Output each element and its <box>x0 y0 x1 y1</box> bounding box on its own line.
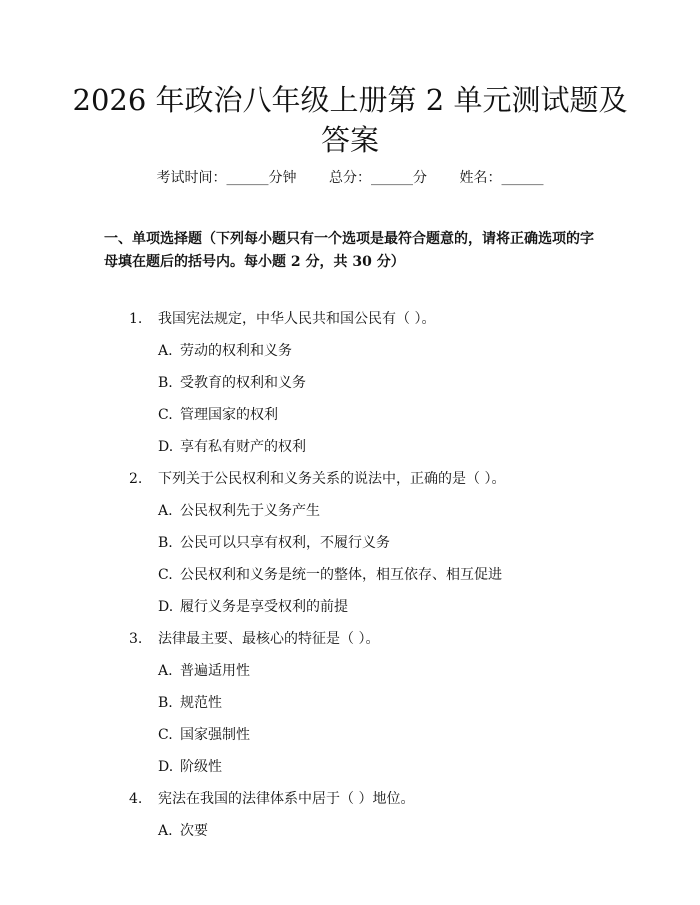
question-3 <box>129 629 379 649</box>
exam-meta <box>0 168 700 188</box>
section-heading: 一、单项选择题（下列每小题只有一个选项是最符合题意的，请将正确选项的字母填在题后的括号内。每小题 2 分，共 30 分） <box>104 231 594 270</box>
option-letter: D. <box>158 759 174 775</box>
total-score-label: 总分：______分 <box>329 170 427 186</box>
option-letter: D. <box>158 599 174 615</box>
option-text: 公民权利和义务是统一的整体，相互依存、相互促进 <box>180 567 502 583</box>
option-text: 次要 <box>180 823 208 839</box>
question-1 <box>129 309 435 329</box>
option-letter: C. <box>158 567 173 583</box>
option-1a <box>158 341 292 361</box>
question-number: 4. <box>129 791 143 807</box>
option-text: 普遍适用性 <box>180 663 250 679</box>
option-text: 受教育的权利和义务 <box>180 375 306 391</box>
option-letter: D. <box>158 439 174 455</box>
option-1b <box>158 373 306 393</box>
student-name-label: 姓名：______ <box>459 170 544 186</box>
exam-time-label: 考试时间：______分钟 <box>156 170 297 186</box>
option-4a <box>158 821 208 841</box>
option-3b <box>158 693 222 713</box>
question-text: 法律最主要、最核心的特征是（ ）。 <box>158 631 380 647</box>
option-text: 享有私有财产的权利 <box>180 439 306 455</box>
question-2 <box>129 469 505 489</box>
option-letter: C. <box>158 727 173 743</box>
question-text: 宪法在我国的法律体系中居于（ ）地位。 <box>158 791 415 807</box>
option-text: 履行义务是享受权利的前提 <box>180 599 348 615</box>
option-text: 阶级性 <box>180 759 222 775</box>
option-1d <box>158 437 306 457</box>
option-letter: A. <box>158 343 173 359</box>
question-number: 1. <box>129 311 143 327</box>
page-title: 2026 年政治八年级上册第 2 单元测试题及答案 <box>72 83 628 157</box>
option-3c <box>158 725 250 745</box>
question-text: 下列关于公民权利和义务关系的说法中，正确的是（ ）。 <box>158 471 506 487</box>
option-2b <box>158 533 390 553</box>
option-text: 劳动的权利和义务 <box>180 343 292 359</box>
option-text: 管理国家的权利 <box>180 407 278 423</box>
option-3a <box>158 661 250 681</box>
option-letter: B. <box>158 695 173 711</box>
option-letter: B. <box>158 535 173 551</box>
question-number: 3. <box>129 631 143 647</box>
question-number: 2. <box>129 471 143 487</box>
question-text: 我国宪法规定，中华人民共和国公民有（ ）。 <box>158 311 436 327</box>
question-4 <box>129 789 414 809</box>
option-text: 公民权利先于义务产生 <box>180 503 320 519</box>
option-3d <box>158 757 222 777</box>
option-text: 国家强制性 <box>180 727 250 743</box>
option-2a <box>158 501 320 521</box>
option-text: 公民可以只享有权利，不履行义务 <box>180 535 390 551</box>
option-text: 规范性 <box>180 695 222 711</box>
option-2d <box>158 597 348 617</box>
option-letter: A. <box>158 503 173 519</box>
option-letter: A. <box>158 823 173 839</box>
option-letter: A. <box>158 663 173 679</box>
option-2c <box>158 565 502 585</box>
option-1c <box>158 405 278 425</box>
option-letter: C. <box>158 407 173 423</box>
option-letter: B. <box>158 375 173 391</box>
